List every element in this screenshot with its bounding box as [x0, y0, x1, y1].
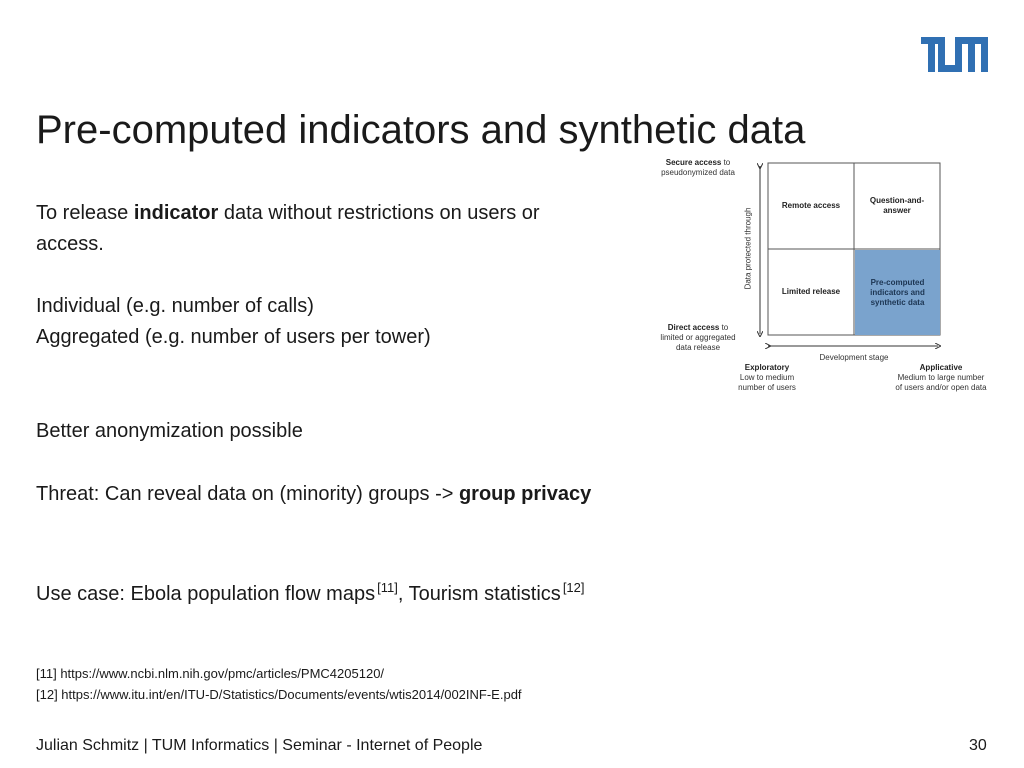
- label-line: of users and/or open data: [895, 383, 987, 392]
- bullet-indicator-release: [36, 198, 540, 260]
- reference-11: [11] https://www.ncbi.nlm.nih.gov/pmc/articles/PMC4205120/: [36, 666, 385, 681]
- text-segment: Use case: Ebola population flow maps: [36, 583, 376, 605]
- text-segment: data without restrictions on users or: [218, 202, 540, 224]
- cell-pre-computed-indicators: Pre-computed indicators and synthetic data: [855, 250, 940, 335]
- cell-limited-release: Limited release: [781, 287, 841, 296]
- label-rest: to: [719, 323, 729, 332]
- label-line: limited or aggregated: [660, 333, 736, 342]
- data-access-diagram: [650, 152, 1000, 397]
- slide-title: Pre-computed indicators and synthetic data: [36, 108, 806, 152]
- text-segment: , Tourism statistics: [397, 583, 561, 605]
- label-line: number of users: [738, 383, 796, 392]
- secure-access-label: [650, 158, 746, 178]
- label-line: pseudonymized data: [661, 168, 735, 177]
- citation-12: [12]: [562, 580, 585, 595]
- label-rest: to: [721, 158, 731, 167]
- exploratory-stage-label: [722, 363, 812, 393]
- horizontal-axis-label: Development stage: [819, 353, 889, 362]
- direct-access-label: [650, 323, 746, 353]
- bold-term-group-privacy: group privacy: [458, 483, 592, 505]
- text-segment: To release: [36, 202, 134, 224]
- label-bold: Applicative: [919, 363, 963, 372]
- bold-term-indicator: indicator: [133, 202, 219, 224]
- label-line: Medium to large number: [897, 373, 985, 382]
- better-anonymization-text: Better anonymization possible: [36, 420, 303, 442]
- label-line: data release: [675, 343, 721, 352]
- examples-block: [36, 291, 431, 353]
- citation-11: [11]: [377, 580, 398, 595]
- label-bold: Exploratory: [744, 363, 790, 372]
- example-aggregated: Aggregated (e.g. number of users per tower): [36, 326, 431, 348]
- label-bold: Direct access: [667, 323, 720, 332]
- reference-12: [12] https://www.itu.int/en/ITU-D/Statistics/Documents/events/wtis2014/002INF-E.pdf: [36, 687, 522, 702]
- applicative-stage-label: [884, 363, 998, 393]
- text-segment: Threat: Can reveal data on (minority) groups ->: [36, 483, 459, 505]
- footer-text: Julian Schmitz | TUM Informatics | Seminar - Internet of People: [36, 737, 483, 754]
- threat-text: [36, 479, 591, 510]
- page-number: 30: [969, 737, 987, 754]
- label-bold: Secure access: [665, 158, 722, 167]
- cell-remote-access: Remote access: [781, 201, 841, 210]
- text-segment: access.: [36, 233, 104, 255]
- tum-logo: [921, 37, 988, 72]
- cell-question-and-answer: Question-and-answer: [869, 196, 925, 215]
- use-case-text: [36, 572, 585, 610]
- label-line: Low to medium: [739, 373, 795, 382]
- vertical-axis-label: Data protected through: [743, 207, 753, 290]
- example-individual: Individual (e.g. number of calls): [36, 295, 314, 317]
